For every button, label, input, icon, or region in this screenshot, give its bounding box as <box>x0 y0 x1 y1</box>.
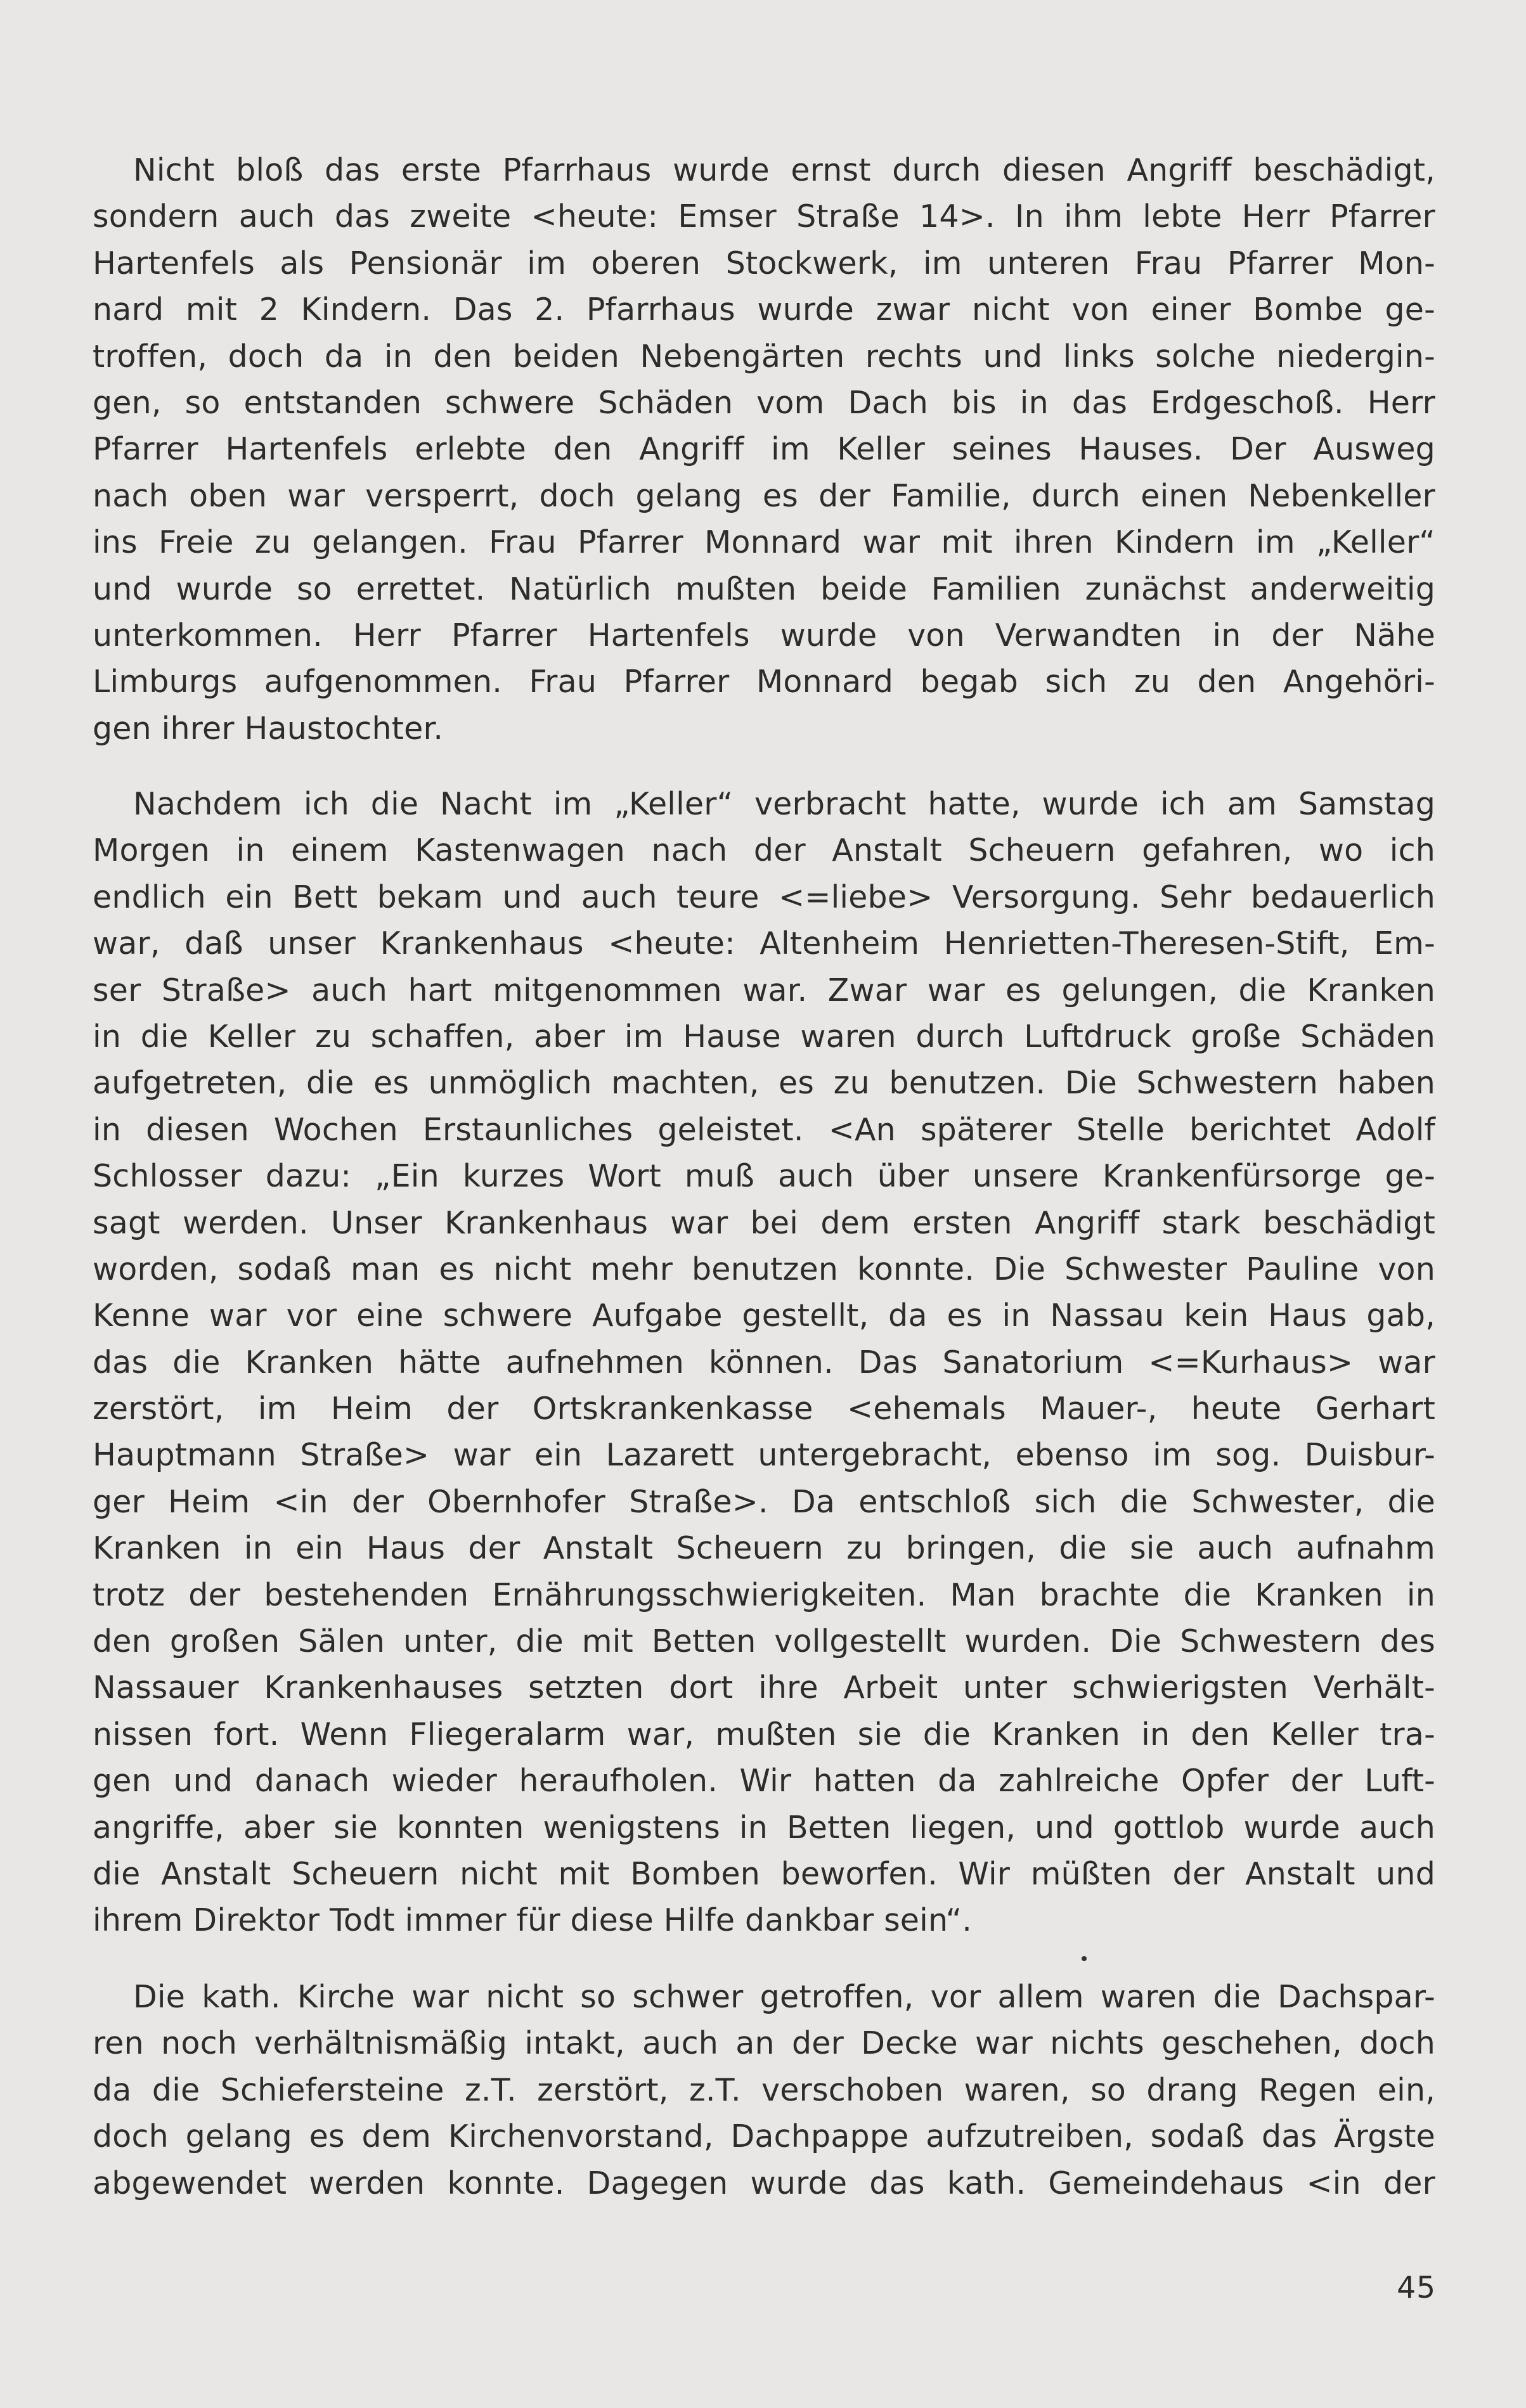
text-line: Nassauer Krankenhauses setzten dort ihre Arbeit unter schwierigsten Verhält- <box>93 1670 1435 1706</box>
text-line: endlich ein Bett bekam und auch teure <=liebe> Versorgung. Sehr bedauerlich <box>93 879 1435 915</box>
text-line: worden, sodaß man es nicht mehr benutzen konnte. Die Schwester Pauline von <box>93 1251 1435 1287</box>
text-line: doch gelang es dem Kirchenvorstand, Dachpappe aufzutreiben, sodaß das Ärgste <box>93 2118 1435 2155</box>
paragraph-1 <box>93 147 1435 752</box>
text-line: gen ihrer Haustochter. <box>93 710 444 747</box>
text-line: sagt werden. Unser Krankenhaus war bei dem ersten Angriff stark beschädigt <box>93 1204 1435 1241</box>
text-line: und wurde so errettet. Natürlich mußten beide Familien zunächst anderweitig <box>93 570 1435 607</box>
text-line: gen und danach wieder heraufholen. Wir hatten da zahlreiche Opfer der Luft- <box>93 1763 1435 1800</box>
text-line: nach oben war versperrt, doch gelang es der Familie, durch einen Nebenkeller <box>93 477 1435 514</box>
text-line: ger Heim <in der Obernhofer Straße>. Da entschloß sich die Schwester, die <box>93 1483 1435 1520</box>
text-line: aufgetreten, die es unmöglich machten, es zu benutzen. Die Schwestern haben <box>93 1065 1435 1102</box>
text-line: da die Schiefersteine z.T. zerstört, z.T. verschoben waren, so drang Regen ein, <box>93 2071 1435 2108</box>
text-line: ins Freie zu gelangen. Frau Pfarrer Monnard war mit ihren Kindern im „Keller“ <box>93 524 1435 561</box>
text-line: Kranken in ein Haus der Anstalt Scheuern zu bringen, die sie auch aufnahm <box>93 1530 1435 1567</box>
text-line: troffen, doch da in den beiden Nebengärten rechts und links solche niedergin- <box>93 338 1435 375</box>
text-line: war, daß unser Krankenhaus <heute: Altenheim Henrietten-Theresen-Stift, Em- <box>93 925 1435 962</box>
text-line: Nicht bloß das erste Pfarrhaus wurde ernst durch diesen Angriff beschädigt, <box>133 152 1435 188</box>
text-line: Limburgs aufgenommen. Frau Pfarrer Monnard begab sich zu den Angehöri- <box>93 664 1435 700</box>
text-line: Nachdem ich die Nacht im „Keller“ verbracht hatte, wurde ich am Samstag <box>133 786 1435 822</box>
text-line: in die Keller zu schaffen, aber im Hause waren durch Luftdruck große Schäden <box>93 1018 1435 1055</box>
text-line: gen, so entstanden schwere Schäden vom Dach bis in das Erdgeschoß. Herr <box>93 384 1435 421</box>
text-line: Hauptmann Straße> war ein Lazarett untergebracht, ebenso im sog. Duisbur- <box>93 1437 1435 1474</box>
paragraph-2 <box>93 781 1435 1944</box>
text-line: nard mit 2 Kindern. Das 2. Pfarrhaus wurde zwar nicht von einer Bombe ge- <box>93 292 1435 328</box>
text-line: in diesen Wochen Erstaunliches geleistet. <An späterer Stelle berichtet Adolf <box>93 1111 1435 1148</box>
text-line: Morgen in einem Kastenwagen nach der Anstalt Scheuern gefahren, wo ich <box>93 832 1435 869</box>
text-line: ihrem Direktor Todt immer für diese Hilfe dankbar sein“. <box>93 1902 973 1939</box>
text-line: nissen fort. Wenn Fliegeralarm war, mußten sie die Kranken in den Keller tra- <box>93 1716 1435 1753</box>
text-line: Pfarrer Hartenfels erlebte den Angriff im Keller seines Hauses. Der Ausweg <box>93 431 1435 468</box>
text-line: Schlosser dazu: „Ein kurzes Wort muß auch über unsere Krankenfürsorge ge- <box>93 1158 1435 1195</box>
text-line: unterkommen. Herr Pfarrer Hartenfels wurde von Verwandten in der Nähe <box>93 617 1435 654</box>
text-line: Die kath. Kirche war nicht so schwer getroffen, vor allem waren die Dachspar- <box>133 1979 1435 2015</box>
text-line: ren noch verhältnismäßig intakt, auch an der Decke war nichts geschehen, doch <box>93 2025 1435 2062</box>
text-line: ser Straße> auch hart mitgenommen war. Zwar war es gelungen, die Kranken <box>93 972 1435 1008</box>
paragraph-3 <box>93 1974 1435 2206</box>
text-line: zerstört, im Heim der Ortskrankenkasse <ehemals Mauer-, heute Gerhart <box>93 1391 1435 1427</box>
text-line: trotz der bestehenden Ernährungsschwierigkeiten. Man brachte die Kranken in <box>93 1576 1435 1613</box>
text-line: die Anstalt Scheuern nicht mit Bomben beworfen. Wir müßten der Anstalt und <box>93 1855 1435 1892</box>
text-line: sondern auch das zweite <heute: Emser Straße 14>. In ihm lebte Herr Pfarrer <box>93 198 1435 235</box>
text-line: den großen Sälen unter, die mit Betten vollgestellt wurden. Die Schwestern des <box>93 1623 1435 1660</box>
text-line: Kenne war vor eine schwere Aufgabe gestellt, da es in Nassau kein Haus gab, <box>93 1297 1435 1334</box>
page-number: 45 <box>1397 2270 1436 2305</box>
text-line: das die Kranken hätte aufnehmen können. Das Sanatorium <=Kurhaus> war <box>93 1344 1435 1381</box>
text-line: angriffe, aber sie konnten wenigstens in Betten liegen, und gottlob wurde auch <box>93 1809 1435 1846</box>
print-dot <box>1082 1956 1087 1961</box>
text-line: Hartenfels als Pensionär im oberen Stockwerk, im unteren Frau Pfarrer Mon- <box>93 245 1435 281</box>
text-line: abgewendet werden konnte. Dagegen wurde das kath. Gemeindehaus <in der <box>93 2165 1435 2201</box>
